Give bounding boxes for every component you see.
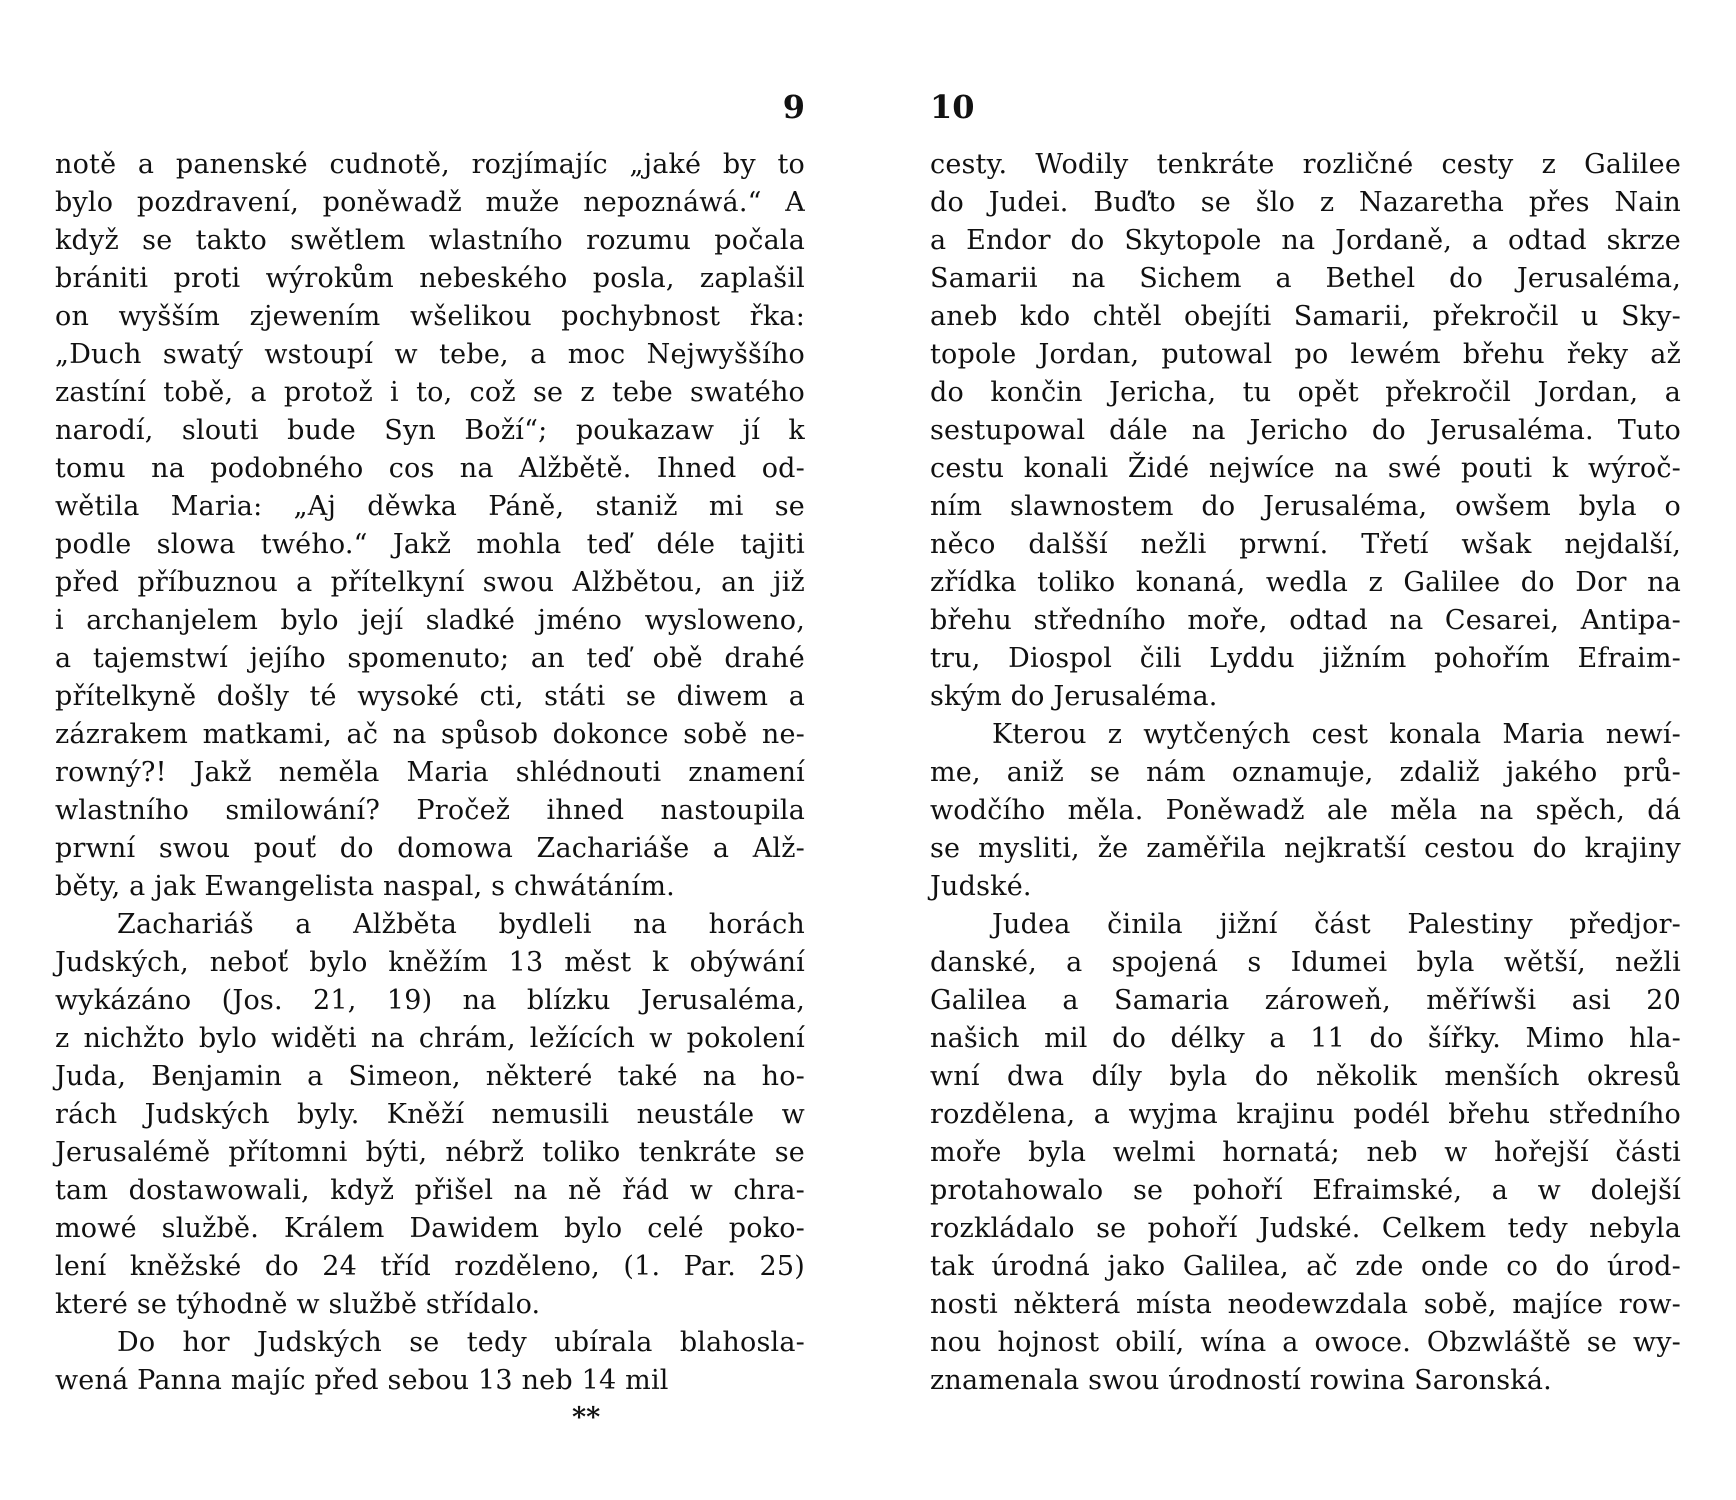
text-line: wodčího měla. Poněwadž ale měla na spěch, dá — [930, 795, 1681, 826]
text-line: a Endor do Skytopole na Jordaně, a odtad skrze — [930, 225, 1681, 256]
text-line: tomu na podobného cos na Alžbětě. Ihned od- — [55, 453, 805, 484]
text-line: které se týhodně w službě střídalo. — [55, 1289, 541, 1320]
text-line: wlastního smilowání? Pročež ihned nastoupila — [55, 795, 805, 826]
text-line: protahowalo se pohoří Efraimské, a w dolejší — [930, 1175, 1681, 1206]
page-text — [930, 146, 1681, 1400]
text-line: do Judei. Buďto se šlo z Nazaretha přes Nain — [930, 187, 1681, 218]
text-line: narodí, slouti bude Syn Boží“; poukazaw jí k — [55, 415, 805, 446]
text-line: me, aniž se nám oznamuje, zdaliž jakého prů- — [930, 757, 1681, 788]
text-line: on wyšším zjewením wšelikou pochybnost řka: — [55, 301, 805, 332]
text-line: cestu konali Židé nejwíce na swé pouti k wýroč- — [930, 453, 1681, 484]
text-line: do končin Jericha, tu opět překročil Jordan, a — [930, 377, 1681, 408]
text-line: rowný?! Jakž neměla Maria shlédnouti znamení — [55, 757, 805, 788]
text-line: rozdělena, a wyjma krajinu podél břehu středního — [930, 1099, 1681, 1130]
text-line: Galilea a Samaria zároweň, měříwši asi 20 — [930, 985, 1681, 1016]
page-text — [55, 146, 805, 1400]
text-line: Samarii na Sichem a Bethel do Jerusaléma, — [930, 263, 1681, 294]
page-number: 9 — [782, 88, 805, 126]
text-line: notě a panenské cudnotě, rozjímajíc „jaké by to — [55, 149, 805, 180]
text-line: podle slowa twého.“ Jakž mohla teď déle tajiti — [55, 529, 805, 560]
text-line: Do hor Judských se tedy ubírala blahosla- — [117, 1327, 805, 1358]
text-line: Judské. — [930, 871, 1032, 902]
text-line: zřídka toliko konaná, wedla z Galilee do Dor na — [930, 567, 1681, 598]
text-line: když se takto swětlem wlastního rozumu počala — [55, 225, 805, 256]
text-line: mowé službě. Králem Dawidem bylo celé poko- — [55, 1213, 805, 1244]
text-line: ním slawnostem do Jerusaléma, owšem byla o — [930, 491, 1681, 522]
text-line: bylo pozdravení, poněwadž muže nepoznáwá.“ A — [55, 187, 805, 218]
text-line: před příbuznou a přítelkyní swou Alžbětou, an již — [55, 567, 805, 598]
text-line: břehu středního moře, odtad na Cesarei, Antipa- — [930, 605, 1681, 636]
page-number: 10 — [930, 88, 975, 126]
text-line: wětila Maria: „Aj děwka Páně, staniž mi se — [55, 491, 805, 522]
text-line: prwní swou pouť do domowa Zachariáše a Alž- — [55, 833, 805, 864]
text-line: běty, a jak Ewangelista naspal, s chwátáním. — [55, 871, 675, 902]
text-line: danské, a spojená s Idumei byla wětší, nežli — [930, 947, 1681, 978]
text-line: zastíní tobě, a protož i to, což se z tebe swatého — [55, 377, 805, 408]
text-line: nosti některá místa neodewzdala sobě, majíce row- — [930, 1289, 1681, 1320]
text-line: něco dalšší nežli prwní. Třetí wšak nejdalší, — [930, 529, 1681, 560]
text-line: se mysliti, že zaměřila nejkratší cestou do krajiny — [930, 833, 1681, 864]
text-line: znamenala swou úrodností rowina Saronská. — [930, 1365, 1552, 1396]
text-line: wená Panna majíc před sebou 13 neb 14 mil — [55, 1365, 669, 1396]
signature-mark: ** — [572, 1402, 601, 1433]
text-line: přítelkyně došly té wysoké cti, státi se diwem a — [55, 681, 805, 712]
text-line: topole Jordan, putowal po lewém břehu řeky až — [930, 339, 1681, 370]
text-line: cesty. Wodily tenkráte rozličné cesty z Galilee — [930, 149, 1681, 180]
text-line: z nichžto bylo widěti na chrám, ležících w pokolení — [55, 1023, 805, 1054]
text-line: „Duch swatý wstoupí w tebe, a moc Nejwyššího — [55, 339, 805, 370]
text-line: Judských, neboť bylo kněžím 13 měst k obýwání — [55, 947, 805, 978]
text-line: tru, Diospol čili Lyddu jižním pohořím Efraim- — [930, 643, 1681, 674]
text-line: tak úrodná jako Galilea, ač zde onde co do úrod- — [930, 1251, 1681, 1282]
text-line: aneb kdo chtěl obejíti Samarii, překročil u Sky- — [930, 301, 1681, 332]
text-line: a tajemstwí jejího spomenuto; an teď obě drahé — [55, 643, 805, 674]
text-line: rách Judských byly. Kněží nemusili neustále w — [55, 1099, 805, 1130]
text-line: Judea činila jižní část Palestiny předjor- — [992, 909, 1681, 940]
text-line: tam dostawowali, když přišel na ně řád w chra- — [55, 1175, 805, 1206]
text-line: i archanjelem bylo její sladké jméno wysloweno, — [55, 605, 805, 636]
text-line: Zachariáš a Alžběta bydleli na horách — [117, 909, 805, 940]
text-line: zázrakem matkami, ač na spůsob dokonce sobě ne- — [55, 719, 805, 750]
text-line: lení kněžské do 24 tříd rozděleno, (1. Par. 25) — [55, 1251, 805, 1282]
text-line: Kterou z wytčených cest konala Maria newí- — [992, 719, 1681, 750]
text-line: moře byla welmi hornatá; neb w hořejší části — [930, 1137, 1681, 1168]
text-line: Juda, Benjamin a Simeon, některé také na ho- — [55, 1061, 805, 1092]
text-line: našich mil do délky a 11 do šířky. Mimo hla- — [930, 1023, 1681, 1054]
text-line: brániti proti wýrokům nebeského posla, zaplašil — [55, 263, 805, 294]
text-line: Jerusalémě přítomni býti, nébrž toliko tenkráte se — [55, 1137, 805, 1168]
text-line: nou hojnost obilí, wína a owoce. Obzwláště se wy- — [930, 1327, 1681, 1358]
text-line: ským do Jerusaléma. — [930, 681, 1218, 712]
text-line: rozkládalo se pohoří Judské. Celkem tedy nebyla — [930, 1213, 1681, 1244]
text-line: wní dwa díly byla do několik menších okresů — [930, 1061, 1681, 1092]
text-line: wykázáno (Jos. 21, 19) na blízku Jerusaléma, — [55, 985, 805, 1016]
text-line: sestupowal dále na Jericho do Jerusaléma. Tuto — [930, 415, 1681, 446]
